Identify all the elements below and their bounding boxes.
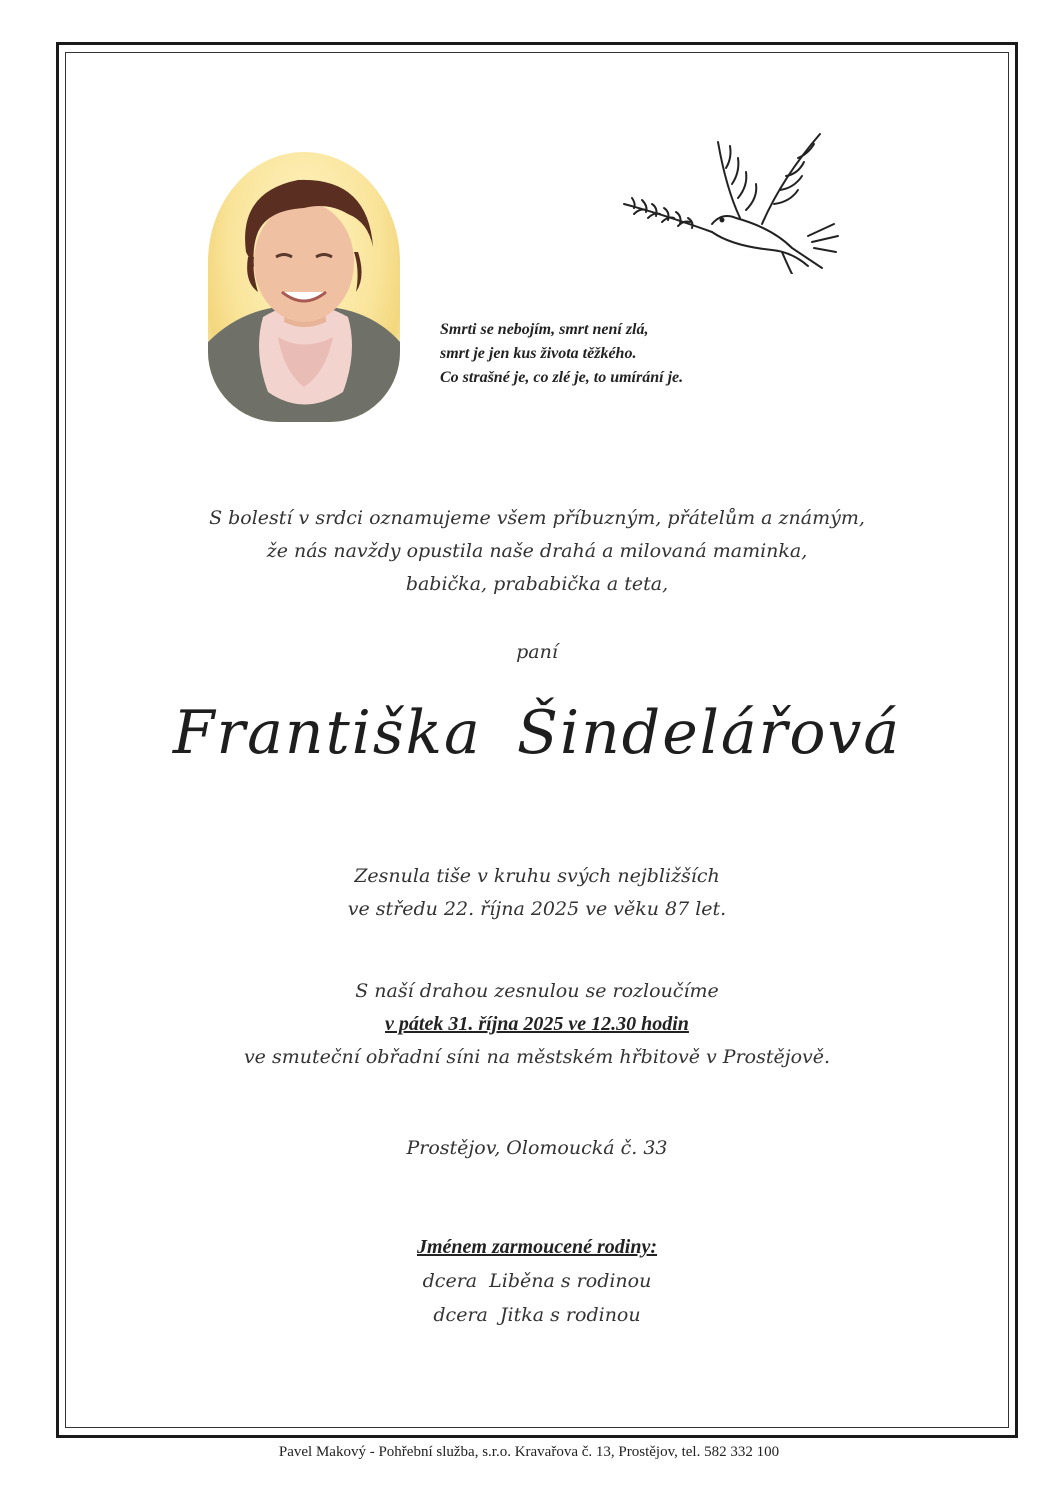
death-notice bbox=[65, 860, 1009, 926]
verse bbox=[440, 318, 820, 390]
portrait-photo bbox=[208, 152, 400, 422]
announcement-line: babička, prababička a teta, bbox=[405, 573, 669, 595]
honorific: paní bbox=[516, 641, 558, 663]
farewell-notice bbox=[65, 975, 1009, 1074]
dove-with-branch-icon bbox=[622, 128, 844, 274]
funeral-service-footer: Pavel Makový - Pohřební služba, s.r.o. Kravařova č. 13, Prostějov, tel. 582 332 100 bbox=[278, 1444, 780, 1460]
verse-line: smrt je jen kus života těžkého. bbox=[440, 345, 637, 362]
family-signature bbox=[65, 1230, 1009, 1332]
farewell-place: ve smuteční obřadní síni na městském hřbitově v Prostějově. bbox=[243, 1046, 831, 1068]
family-member: dcera Jitka s rodinou bbox=[433, 1304, 641, 1326]
family-heading: Jménem zarmoucené rodiny: bbox=[417, 1236, 657, 1258]
address: Prostějov, Olomoucká č. 33 bbox=[406, 1137, 668, 1159]
death-line: Zesnula tiše v kruhu svých nejbližších bbox=[354, 865, 720, 887]
farewell-line: S naší drahou zesnulou se rozloučíme bbox=[355, 980, 719, 1002]
family-member: dcera Liběna s rodinou bbox=[422, 1270, 652, 1292]
farewell-datetime: v pátek 31. října 2025 ve 12.30 hodin bbox=[385, 1013, 689, 1035]
verse-line: Co strašné je, co zlé je, to umírání je. bbox=[440, 369, 684, 386]
death-line: ve středu 22. října 2025 ve věku 87 let. bbox=[347, 898, 727, 920]
announcement bbox=[65, 502, 1009, 601]
verse-line: Smrti se nebojím, smrt není zlá, bbox=[440, 321, 649, 338]
announcement-line: S bolestí v srdci oznamujeme všem příbuzným, přátelům a známým, bbox=[209, 507, 865, 529]
deceased-name: Františka Šindelářová bbox=[172, 698, 902, 768]
announcement-line: že nás navždy opustila naše drahá a milovaná maminka, bbox=[266, 540, 808, 562]
